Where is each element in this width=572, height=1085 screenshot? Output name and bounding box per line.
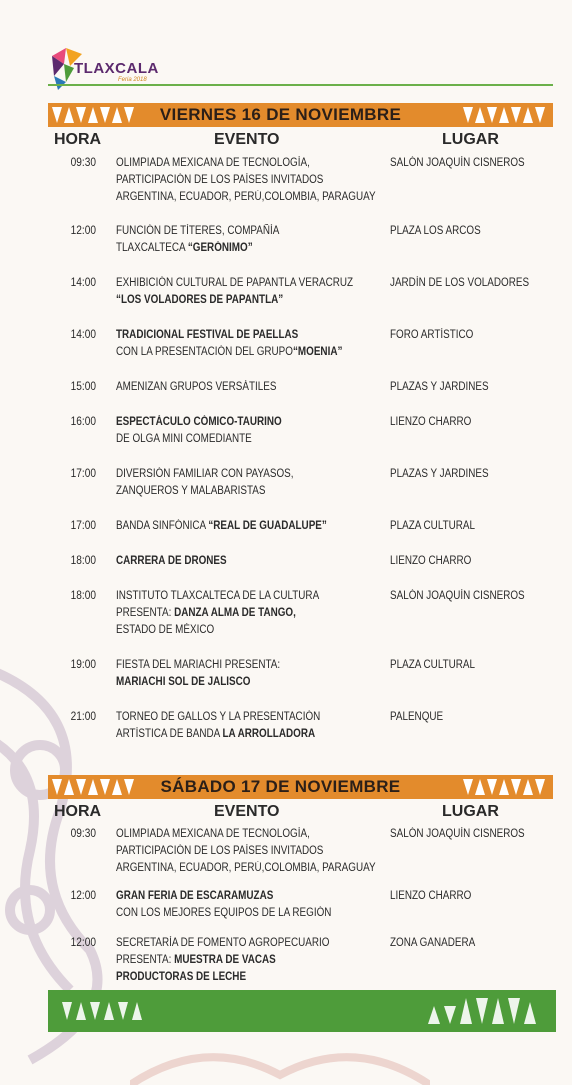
event-line [116, 431, 350, 448]
event-line [116, 709, 350, 726]
event-line [116, 379, 350, 396]
event-description [116, 588, 388, 639]
event-text: ARGENTINA, ECUADOR, PERÚ,COLOMBIA, PARAGUAY [116, 191, 376, 203]
event-description [116, 155, 388, 206]
event-highlight: “REAL DE GUADALUPE” [208, 520, 327, 532]
event-line [116, 935, 350, 952]
event-line [116, 240, 350, 257]
event-place: SALÓN JOAQUÍN CISNEROS [390, 828, 525, 840]
event-time: 12:00 [70, 937, 96, 949]
event-text: ESTADO DE MÉXICO [116, 624, 215, 636]
event-line [116, 553, 350, 570]
event-time: 09:30 [70, 828, 96, 840]
event-line [116, 155, 350, 172]
event-line [116, 588, 350, 605]
event-highlight: MUESTRA DE VACAS [174, 954, 276, 966]
event-place-cell [390, 826, 560, 843]
event-description [116, 553, 388, 570]
logo-subtitle: Feria 2018 [118, 77, 147, 83]
event-description [116, 379, 388, 396]
event-description [116, 935, 388, 986]
event-place-cell [390, 414, 560, 431]
event-place: PALENQUE [390, 711, 444, 723]
tlaxcala-logo [48, 46, 188, 96]
event-description [116, 888, 388, 922]
triangle-pattern-right-icon [428, 994, 548, 1026]
event-place-cell [390, 155, 560, 172]
event-highlight: PRODUCTORAS DE LECHE [116, 971, 247, 983]
footer-band [48, 990, 556, 1032]
event-text: FIESTA DEL MARIACHI PRESENTA: [116, 659, 281, 671]
event-description [116, 275, 388, 309]
event-time: 17:00 [70, 468, 96, 480]
event-place-cell [390, 275, 560, 292]
column-header-lugar: LUGAR [442, 803, 499, 820]
event-line [116, 826, 350, 843]
event-place: FORO ARTÍSTICO [390, 329, 474, 341]
event-place-cell [390, 223, 560, 240]
event-line [116, 888, 350, 905]
event-time: 17:00 [70, 520, 96, 532]
event-place: SALÓN JOAQUÍN CISNEROS [390, 590, 525, 602]
event-place: LIENZO CHARRO [390, 416, 472, 428]
banner-triangles-right-icon [463, 778, 547, 796]
logo-divider [48, 84, 553, 86]
event-place-cell [390, 588, 560, 605]
event-text: EXHIBICIÓN CULTURAL DE PAPANTLA VERACRUZ [116, 277, 354, 289]
event-text: AMENIZAN GRUPOS VERSÁTILES [116, 381, 277, 393]
event-highlight: TRADICIONAL FESTIVAL DE PAELLAS [116, 329, 299, 341]
event-line [116, 674, 350, 691]
event-place: ZONA GANADERA [390, 937, 476, 949]
event-text: ZANQUEROS Y MALABARISTAS [116, 485, 266, 497]
event-place-cell [390, 379, 560, 396]
event-time: 21:00 [70, 711, 96, 723]
event-time: 14:00 [70, 277, 96, 289]
event-time: 18:00 [70, 590, 96, 602]
event-line [116, 905, 350, 922]
event-place: PLAZAS Y JARDINES [390, 381, 489, 393]
event-highlight: CARRERA DE DRONES [116, 555, 227, 567]
event-highlight: MARIACHI SOL DE JALISCO [116, 676, 251, 688]
event-description [116, 466, 388, 500]
event-line [116, 344, 350, 361]
event-highlight: LA ARROLLADORA [222, 728, 316, 740]
event-line [116, 172, 350, 189]
event-place-cell [390, 327, 560, 344]
event-text: CON LA PRESENTACIÓN DEL GRUPO [116, 346, 293, 358]
event-highlight: “MOENIA” [292, 346, 343, 358]
event-time: 12:00 [70, 890, 96, 902]
event-place: PLAZAS Y JARDINES [390, 468, 489, 480]
event-line [116, 605, 350, 622]
event-line [116, 275, 354, 292]
event-description [116, 223, 388, 257]
event-text: PRESENTA: [116, 954, 175, 966]
event-highlight: DANZA ALMA DE TANGO, [174, 607, 296, 619]
event-line [116, 726, 350, 743]
event-highlight: ESPECTÁCULO CÓMICO-TAURINO [116, 416, 282, 428]
event-place: JARDÍN DE LOS VOLADORES [390, 277, 530, 289]
event-place: LIENZO CHARRO [390, 555, 472, 567]
event-description [116, 518, 388, 535]
event-line [116, 327, 350, 344]
triangle-pattern-icon [62, 1000, 152, 1022]
column-header-hora: HORA [54, 803, 102, 820]
event-text: ARTÍSTICA DE BANDA [116, 728, 223, 740]
event-line [116, 952, 350, 969]
event-highlight: GRAN FERIA DE ESCARAMUZAS [116, 890, 274, 902]
event-line [116, 414, 350, 431]
event-text: BANDA SINFÓNICA [116, 520, 209, 532]
event-text: ARGENTINA, ECUADOR, PERÚ,COLOMBIA, PARAGUAY [116, 862, 376, 874]
event-text: TORNEO DE GALLOS Y LA PRESENTACIÓN [116, 711, 321, 723]
event-line [116, 860, 376, 877]
event-line [116, 466, 350, 483]
decorative-pattern-bottom [130, 1035, 430, 1085]
event-line [116, 189, 376, 206]
event-text: PARTICIPACIÓN DE LOS PAÍSES INVITADOS [116, 174, 324, 186]
logo-title: TLAXCALA [74, 60, 159, 77]
banner-triangles-left-icon [52, 778, 136, 796]
event-place-cell [390, 709, 560, 726]
event-text: TLAXCALTECA [116, 242, 188, 254]
banner-triangles-right-icon [463, 106, 547, 124]
event-text: CON LOS MEJORES EQUIPOS DE LA REGIÓN [116, 907, 332, 919]
event-time: 14:00 [70, 329, 96, 341]
event-text: SECRETARÍA DE FOMENTO AGROPECUARIO [116, 937, 330, 949]
event-text: FUNCIÓN DE TÍTERES, COMPAÑÍA [116, 225, 280, 237]
event-line [116, 969, 350, 986]
event-highlight: “LOS VOLADORES DE PAPANTLA” [116, 294, 284, 306]
event-description [116, 826, 388, 877]
event-place-cell [390, 935, 560, 952]
day-title: SÁBADO 17 DE NOVIEMBRE [160, 777, 401, 796]
event-line [116, 843, 350, 860]
event-place: LIENZO CHARRO [390, 890, 472, 902]
event-text: PARTICIPACIÓN DE LOS PAÍSES INVITADOS [116, 845, 324, 857]
event-line [116, 657, 350, 674]
event-description [116, 709, 388, 743]
event-text: INSTITUTO TLAXCALTECA DE LA CULTURA [116, 590, 320, 602]
event-description [116, 414, 388, 448]
event-highlight: “GERÓNIMO” [187, 242, 253, 254]
event-place: SALÓN JOAQUÍN CISNEROS [390, 157, 525, 169]
event-description [116, 327, 388, 361]
event-place: PLAZA CULTURAL [390, 520, 476, 532]
event-place-cell [390, 466, 560, 483]
event-text: DE OLGA MINI COMEDIANTE [116, 433, 252, 445]
event-place-cell [390, 553, 560, 570]
event-line [116, 518, 350, 535]
column-header-hora: HORA [54, 131, 102, 148]
event-place-cell [390, 888, 560, 905]
event-time: 18:00 [70, 555, 96, 567]
event-line [116, 292, 350, 309]
event-time: 12:00 [70, 225, 96, 237]
day-banner [48, 775, 553, 799]
event-line [116, 622, 350, 639]
day-banner [48, 103, 553, 127]
column-header-evento: EVENTO [214, 131, 280, 148]
event-text: OLIMPIADA MEXICANA DE TECNOLOGÍA, [116, 828, 310, 840]
event-line [116, 223, 350, 240]
column-header-lugar: LUGAR [442, 131, 499, 148]
event-description [116, 657, 388, 691]
event-time: 09:30 [70, 157, 96, 169]
banner-triangles-left-icon [52, 106, 136, 124]
event-time: 19:00 [70, 659, 96, 671]
event-place: PLAZA LOS ARCOS [390, 225, 481, 237]
day-title: VIERNES 16 DE NOVIEMBRE [159, 105, 402, 124]
column-header-evento: EVENTO [214, 803, 280, 820]
event-time: 15:00 [70, 381, 96, 393]
event-text: OLIMPIADA MEXICANA DE TECNOLOGÍA, [116, 157, 310, 169]
event-text: DIVERSIÓN FAMILIAR CON PAYASOS, [116, 468, 294, 480]
event-text: PRESENTA: [116, 607, 175, 619]
event-line [116, 483, 350, 500]
event-place: PLAZA CULTURAL [390, 659, 476, 671]
event-place-cell [390, 518, 560, 535]
event-place-cell [390, 657, 560, 674]
event-time: 16:00 [70, 416, 96, 428]
